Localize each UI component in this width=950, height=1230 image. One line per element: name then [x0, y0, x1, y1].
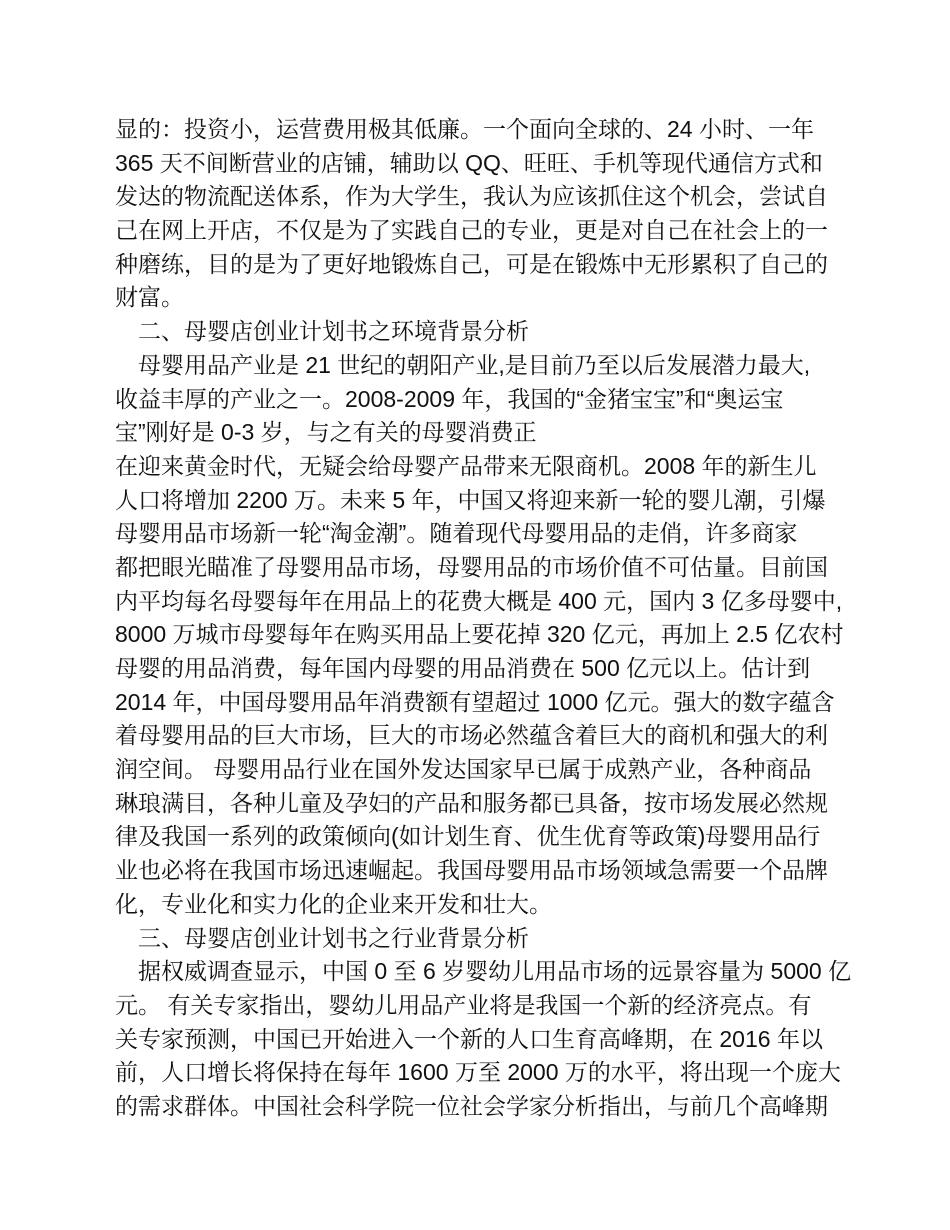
text-line: 种磨练，目的是为了更好地锻炼自己，可是在锻炼中无形累积了自己的: [115, 250, 828, 277]
text-line: 在迎来黄金时代，无疑会给母婴产品带来无限商机。2008 年的新生儿: [115, 452, 817, 479]
text-line: 收益丰厚的产业之一。2008-2009 年，我国的“金猪宝宝”和“奥运宝: [115, 385, 784, 412]
text-line: 内平均每名母婴每年在用品上的花费大概是 400 元，国内 3 亿多母婴中,: [115, 587, 843, 614]
text-line: 母婴用品市场新一轮“淘金潮”。随着现代母婴用品的走俏，许多商家: [115, 520, 798, 547]
text-line: 8000 万城市母婴每年在购买用品上要花掉 320 亿元，再加上 2.5 亿农村: [115, 621, 844, 648]
text-line: 2014 年，中国母婴用品年消费额有望超过 1000 亿元。强大的数字蕴含: [115, 688, 835, 715]
text-line: 琳琅满目，各种儿童及孕妇的产品和服务都已具备，按市场发展必然规: [115, 789, 828, 816]
text-line: 母婴的用品消费，每年国内母婴的用品消费在 500 亿元以上。估计到: [115, 655, 811, 681]
text-line: 宝”刚好是 0-3 岁，与之有关的母婴消费正: [115, 419, 537, 446]
text-line: 元。 有关专家指出，婴幼儿用品产业将是我国一个新的经济亮点。有: [115, 991, 812, 1018]
text-line: 的需求群体。中国社会科学院一位社会学家分析指出，与前几个高峰期: [115, 1092, 828, 1119]
text-line: 人口将增加 2200 万。未来 5 年，中国又将迎来新一轮的婴儿潮，引爆: [115, 486, 826, 513]
text-line: 律及我国一系列的政策倾向(如计划生育、优生优育等政策)母婴用品行: [115, 823, 821, 850]
text-line: 母婴用品产业是 21 世纪的朝阳产业,是目前乃至以后发展潜力最大,: [115, 351, 811, 378]
text-line: 着母婴用品的巨大市场，巨大的市场必然蕴含着巨大的商机和强大的利: [115, 722, 828, 749]
document-page: [115, 113, 855, 1124]
text-line: 关专家预测，中国已开始进入一个新的人口生育高峰期，在 2016 年以: [115, 1025, 823, 1052]
text-line: 发达的物流配送体系，作为大学生，我认为应该抓住这个机会，尝试自: [115, 183, 828, 210]
text-line: 业也必将在我国市场迅速崛起。我国母婴用品市场领域急需要一个品牌: [115, 857, 828, 884]
text-line: 前，人口增长将保持在每年 1600 万至 2000 万的水平，将出现一个庞大: [115, 1059, 841, 1086]
text-line: 365 天不间断营业的店铺，辅助以 QQ、旺旺、手机等现代通信方式和: [115, 149, 823, 176]
text-line: 显的：投资小，运营费用极其低廉。一个面向全球的、24 小时、一年: [115, 116, 814, 142]
text-line: 己在网上开店，不仅是为了实践自己的专业，更是对自己在社会上的一: [115, 217, 828, 244]
text-line: 二、母婴店创业计划书之环境背景分析: [115, 318, 529, 345]
text-line: 润空间。 母婴用品行业在国外发达国家早已属于成熟产业，各种商品: [115, 756, 812, 783]
text-line: 据权威调查显示，中国 0 至 6 岁婴幼儿用品市场的远景容量为 5000 亿: [115, 958, 852, 985]
text-line: 化，专业化和实力化的企业来开发和壮大。: [115, 890, 552, 917]
text-line: 三、母婴店创业计划书之行业背景分析: [115, 924, 529, 951]
text-line: 财富。: [115, 284, 184, 311]
text-line: 都把眼光瞄准了母婴用品市场，母婴用品的市场价值不可估量。目前国: [115, 553, 828, 580]
